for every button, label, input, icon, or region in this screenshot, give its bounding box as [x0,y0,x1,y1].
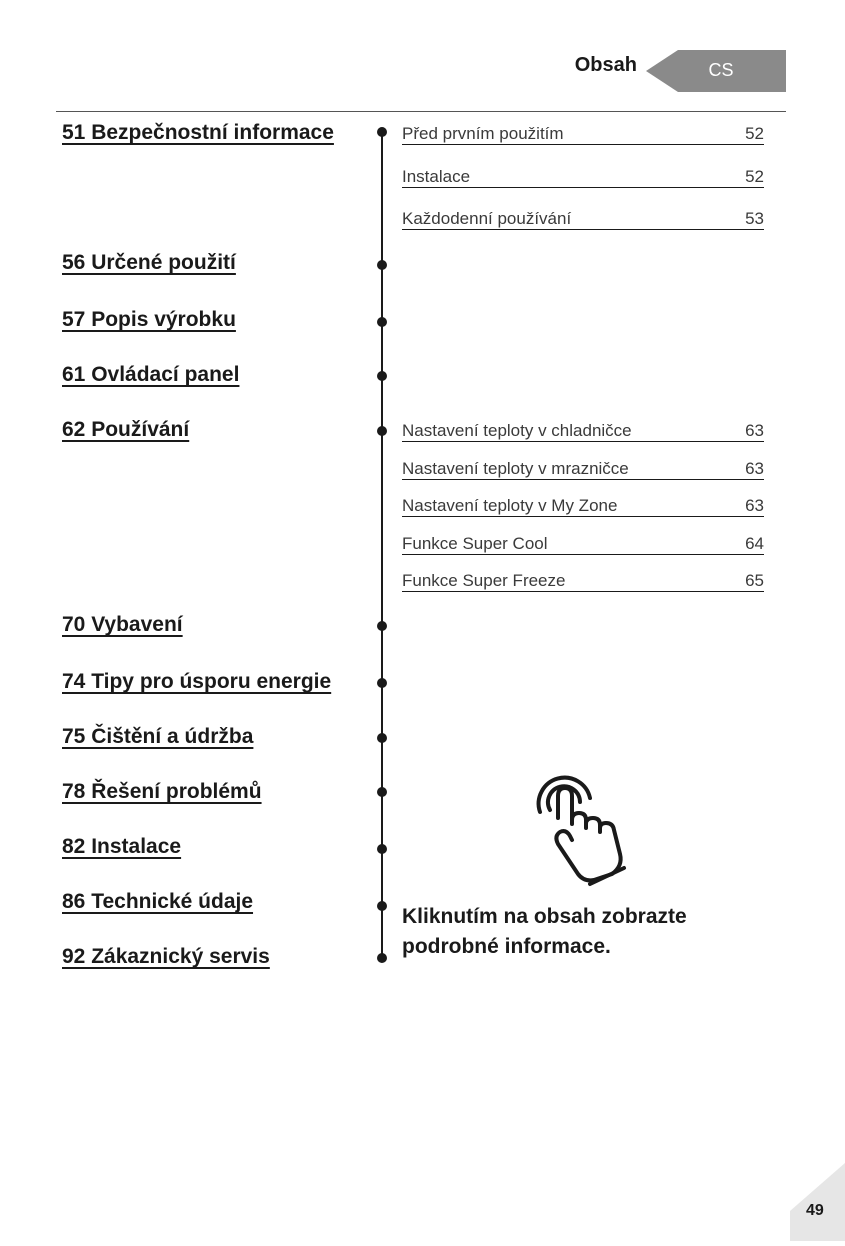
page-number: 49 [806,1202,824,1219]
toc-subitem-page: 53 [745,209,764,228]
header-divider [56,111,786,112]
toc-section-accessories[interactable]: 70 Vybavení [62,613,183,636]
timeline-dot [377,678,387,688]
timeline-dot [377,621,387,631]
toc-subitem-page: 63 [745,459,764,478]
toc-subitem-label: Funkce Super Freeze [402,571,566,590]
timeline-dot [377,733,387,743]
toc-section-safety[interactable]: 51 Bezpečnostní informace [62,121,334,144]
toc-subitem-page: 64 [745,534,764,553]
timeline-dot [377,260,387,270]
timeline-dot [377,317,387,327]
toc-subitem[interactable] [402,534,764,555]
toc-subitem-label: Funkce Super Cool [402,534,548,553]
toc-subitem-label: Před prvním použitím [402,124,564,143]
toc-subitem-page: 63 [745,421,764,440]
timeline-dot [377,953,387,963]
toc-section-installation[interactable]: 82 Instalace [62,835,182,858]
toc-subitem-label: Nastavení teploty v mrazničce [402,459,629,478]
timeline-dot [377,901,387,911]
timeline-dot [377,844,387,854]
instruction-text: Kliknutím na obsah zobrazte podrobné informace. [402,905,687,958]
toc-section-customer-service[interactable]: 92 Zákaznický servis [62,945,270,968]
page-title: Obsah [574,54,637,76]
timeline-dot [377,127,387,137]
language-code: CS [708,60,734,80]
toc-section-technical-data[interactable]: 86 Technické údaje [62,890,254,913]
toc-subitem-page: 52 [745,124,764,143]
toc-subitem-label: Nastavení teploty v chladničce [402,421,632,440]
toc-subitem-page: 65 [745,571,764,590]
toc-subitem[interactable] [402,496,764,517]
toc-section-usage[interactable]: 62 Používání [62,418,190,441]
toc-section-troubleshooting[interactable]: 78 Řešení problémů [62,780,262,803]
toc-subitem-label: Každodenní používání [402,209,572,228]
toc-subitem[interactable] [402,209,764,230]
timeline-dot [377,787,387,797]
toc-section-control-panel[interactable]: 61 Ovládací panel [62,363,240,386]
toc-subitem[interactable] [402,459,764,480]
timeline-dot [377,426,387,436]
timeline-line [381,131,383,958]
toc-section-cleaning[interactable]: 75 Čištění a údržba [62,725,254,748]
toc-subitem-page: 63 [745,496,764,515]
toc-subitem[interactable] [402,167,764,188]
toc-subitem[interactable] [402,124,764,145]
tap-hand-icon [528,768,638,893]
toc-subitem-page: 52 [745,167,764,186]
timeline-dot [377,371,387,381]
toc-subitem[interactable] [402,421,764,442]
toc-subitem[interactable] [402,571,764,592]
toc-section-energy-tips[interactable]: 74 Tipy pro úsporu energie [62,670,332,693]
language-tab [646,50,786,92]
toc-section-product-description[interactable]: 57 Popis výrobku [62,308,236,331]
toc-subitem-label: Instalace [402,167,471,186]
toc-subitem-label: Nastavení teploty v My Zone [402,496,618,515]
toc-section-intended-use[interactable]: 56 Určené použití [62,251,236,274]
